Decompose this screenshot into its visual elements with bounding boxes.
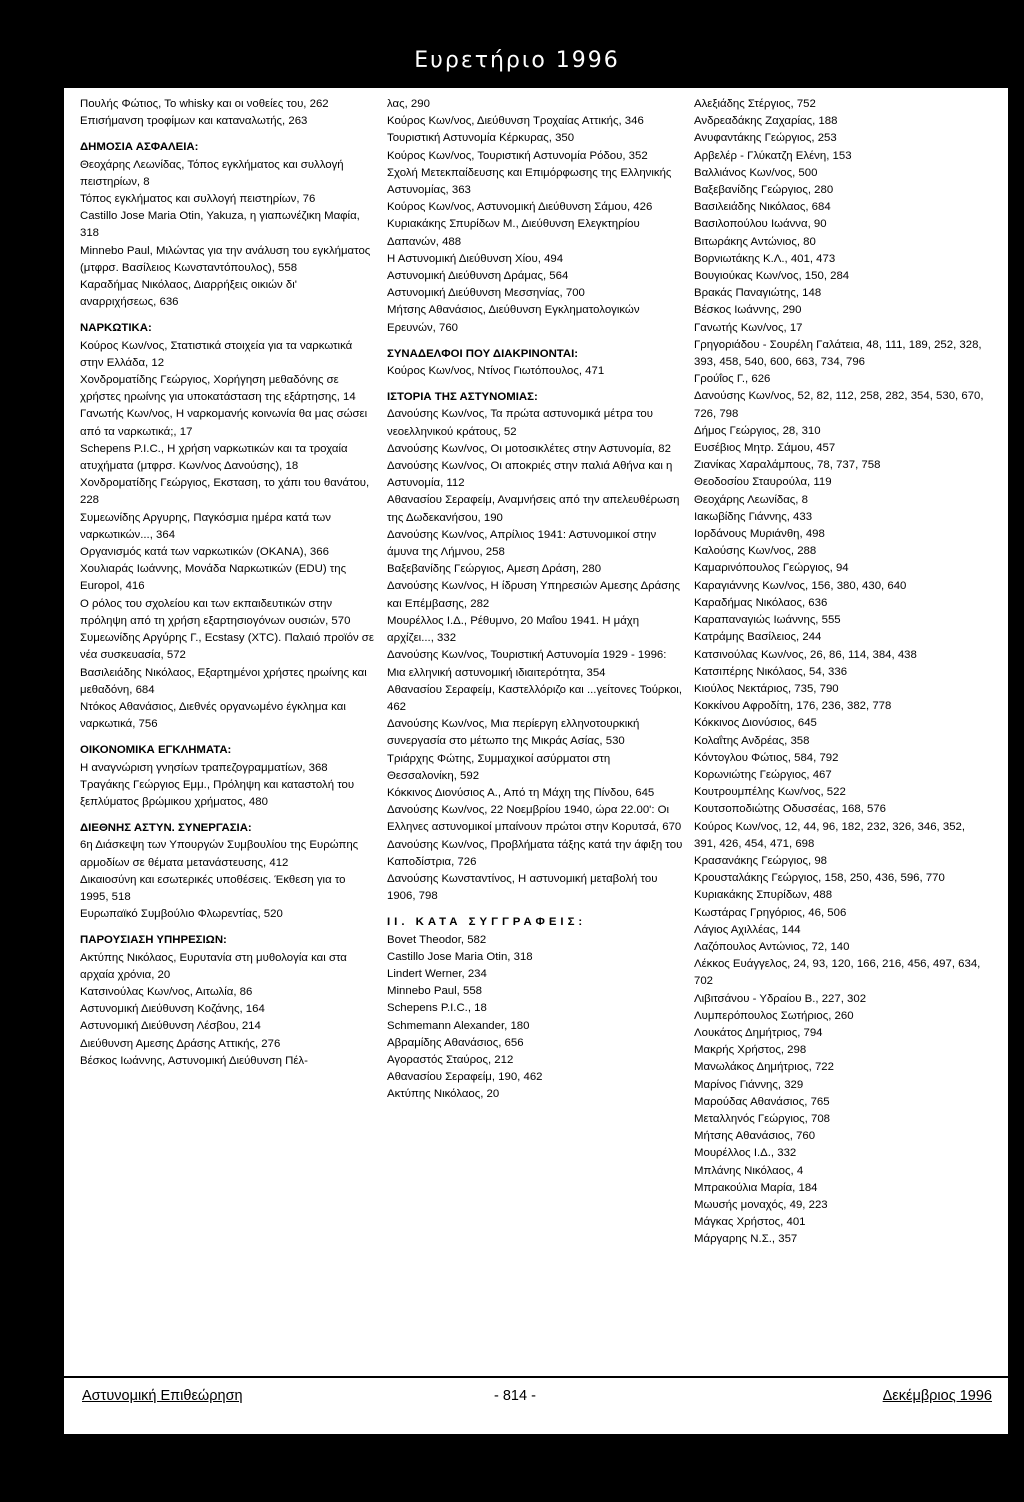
index-entry: Αλεξιάδης Στέργιος, 752 xyxy=(694,98,816,110)
index-entry: Μουρέλλος Ι.Δ., Ρέθυμνο, 20 Μαΐου 1941. Η μάχη αρχίζει..., 332 xyxy=(387,614,640,645)
index-entry: Δανούσης Κων/νος, 52, 82, 112, 258, 282, 354, 530, 670, 726, 798 xyxy=(694,390,984,420)
page-title: Ευρετήριο 1996 xyxy=(414,48,620,73)
index-entry: Θεοδοσίου Σταυρούλα, 119 xyxy=(694,476,832,489)
index-entry: Λέκκος Ευάγγελος, 24, 93, 120, 166, 216, 456, 497, 634, 702 xyxy=(694,958,981,988)
index-entry: Καραδήμας Νικόλαος, 636 xyxy=(694,596,828,609)
index-entry: Κόκκινος Διονύσιος Α., Από τη Μάχη της Πίνδου, 645 xyxy=(387,786,655,799)
index-entry: Γρούΐος Γ., 626 xyxy=(694,373,771,386)
index-entry: Διεύθυνση Αμεσης Δράσης Αττικής, 276 xyxy=(80,1037,281,1050)
index-entry: Βέσκος Ιωάννης, 290 xyxy=(694,304,802,317)
index-entry: Κατσινούλας Κων/νος, 26, 86, 114, 384, 438 xyxy=(694,648,917,661)
index-entry: Θεοχάρης Λεωνίδας, 8 xyxy=(694,493,808,506)
index-entry: Δανούσης Κων/νος, Η ίδρυση Υπηρεσιών Αμεσης Δράσης και Επέμβασης, 282 xyxy=(387,580,681,610)
index-entry: Ακτύπης Νικόλαος, 20 xyxy=(387,1088,500,1101)
index-entry: Κωστάρας Γρηγόριος, 46, 506 xyxy=(694,906,847,919)
index-entry: Κορωνιώτης Γεώργιος, 467 xyxy=(694,768,832,781)
index-entry: Ο ρόλος του σχολείου και των εκπαιδευτικών στην πρόληψη από τη χρήση εξαρτησιογόνων ουσιών, 570 xyxy=(80,597,351,627)
index-entry: Τραγάκης Γεώργιος Εμμ., Πρόληψη και καταστολή του ξεπλύματος βρώμικου χρήματος, 480 xyxy=(80,778,355,808)
index-entry: Κολαΐτης Ανδρέας, 358 xyxy=(694,734,810,747)
index-entry: Καραπαναγιώς Ιωάννης, 555 xyxy=(694,614,841,627)
index-entry: Ζιανίκας Χαραλάμπους, 78, 737, 758 xyxy=(694,459,881,472)
section-heading: ΙΣΤΟΡΙΑ ΤΗΣ ΑΣΤΥΝΟΜΙΑΣ: xyxy=(387,391,538,404)
index-entry: Δήμος Γεώργιος, 28, 310 xyxy=(694,424,821,437)
index-entry: 6η Διάσκεψη των Υπουργών Συμβουλίου της Ευρώπης αρμοδίων σε θέματα μετανάστευσης, 412 xyxy=(80,839,359,869)
index-entry: Βαξεβανίδης Γεώργιος, 280 xyxy=(694,184,834,197)
index-entry: Κυριακάκης Σπυρίδων, 488 xyxy=(694,889,833,902)
index-entry: Bovet Theodor, 582 xyxy=(387,933,487,946)
index-entry: Μήτσης Αθανάσιος, Διεύθυνση Εγκληματολογικών Ερευνών, 760 xyxy=(387,304,640,334)
section-heading: ΔΗΜΟΣΙΑ ΑΣΦΑΛΕΙΑ: xyxy=(80,141,199,154)
index-entry: Κούρος Κων/νος, 12, 44, 96, 182, 232, 326, 346, 352, 391, 426, 454, 471, 698 xyxy=(694,820,966,850)
footer-rule xyxy=(64,1376,1008,1378)
index-entry: Κοκκίνου Αφροδίτη, 176, 236, 382, 778 xyxy=(694,700,892,713)
section-heading: ΔΙΕΘΝΗΣ ΑΣΤΥΝ. ΣΥΝΕΡΓΑΣΙΑ: xyxy=(80,822,252,835)
index-entry: Αθανασίου Σεραφείμ, Καστελλόριζο και ...γείτονες Τούρκοι, 462 xyxy=(387,683,682,713)
index-entry: Αθανασίου Σεραφείμ, Αναμνήσεις από την απελευθέρωση της Δωδεκανήσου, 190 xyxy=(387,494,680,524)
index-entry: Μπλάνης Νικόλαος, 4 xyxy=(694,1164,804,1177)
index-entry: Βέσκος Ιωάννης, Αστυνομική Διεύθυνση Πέλ- xyxy=(80,1054,308,1067)
index-entry: Μανωλάκος Δημήτριος, 722 xyxy=(694,1061,834,1074)
index-entry: Castillo Jose Maria Otin, 318 xyxy=(387,950,533,963)
index-entry: Καραγιάννης Κων/νος, 156, 380, 430, 640 xyxy=(694,579,907,592)
section-heading: ΠΑΡΟΥΣΙΑΣΗ ΥΠΗΡΕΣΙΩΝ: xyxy=(80,934,227,947)
index-entry: Μαρούδας Αθανάσιος, 765 xyxy=(694,1095,830,1108)
index-entry: Βαξεβανίδης Γεώργιος, Αμεση Δράση, 280 xyxy=(387,563,602,576)
index-entry: Κούρος Κων/νος, Ντίνος Γιωτόπουλος, 471 xyxy=(387,365,605,378)
index-entry: Κουτσοποδιώτης Οδυσσέας, 168, 576 xyxy=(694,803,886,816)
index-entry: Δανούσης Κων/νος, Απρίλιος 1941: Αστυνομικοί στην άμυνα της Λήμνου, 258 xyxy=(387,528,657,559)
index-entry: Γανωτής Κων/νος, 17 xyxy=(694,321,803,334)
index-entry: Συμεωνίδης Αργύρης Γ., Ecstasy (XTC). Παλαιό προϊόν σε νέα συσκευασία, 572 xyxy=(80,632,374,662)
index-entry: Κατσινούλας Κων/νος, Αιτωλία, 86 xyxy=(80,985,253,998)
index-entry: Τουριστική Αστυνομία Κέρκυρας, 350 xyxy=(387,132,575,145)
index-entry: Ακτύπης Νικόλαος, Ευρυτανία στη μυθολογία και στα αρχαία χρόνια, 20 xyxy=(80,951,347,981)
index-entry: Δανούσης Κων/νος, Οι αποκριές στην παλιά Αθήνα και η Αστυνομία, 112 xyxy=(387,460,673,490)
index-entry: Αστυνομική Διεύθυνση Κοζάνης, 164 xyxy=(80,1003,265,1016)
index-entry: Δανούσης Κων/νος, Τουριστική Αστυνομία 1929 - 1996: Μια ελληνική αστυνομική ιδιαιτερότητα, 354 xyxy=(387,649,667,679)
index-entry: Minnebo Paul, Μιλώντας για την ανάλυση του εγκλήματος (μτφρσ. Βασίλειος Κωνσταντόπουλος), 558 xyxy=(80,244,371,274)
index-entry: Λυμπερόπουλος Σωτήριος, 260 xyxy=(694,1009,854,1022)
index-column-3 xyxy=(694,96,990,1249)
index-entry: Βασιλειάδης Νικόλαος, 684 xyxy=(694,201,831,214)
index-entry: Κρασανάκης Γεώργιος, 98 xyxy=(694,854,828,867)
index-entry: Κούρος Κων/νος, Τουριστική Αστυνομία Ρόδου, 352 xyxy=(387,149,648,162)
index-entry: Αστυνομική Διεύθυνση Μεσσηνίας, 700 xyxy=(387,287,585,300)
index-entry: Βρακάς Παναγιώτης, 148 xyxy=(694,287,822,300)
index-entry: Κούρος Κων/νος, Διεύθυνση Τροχαίας Αττικής, 346 xyxy=(387,115,644,128)
index-entry: Μαρίνος Γιάννης, 329 xyxy=(694,1078,804,1091)
index-entry: Schepens P.I.C., 18 xyxy=(387,1002,487,1015)
index-entry: Βαλλιάνος Κων/νος, 500 xyxy=(694,166,818,179)
index-entry: Μάργαρης Ν.Σ., 357 xyxy=(694,1233,798,1246)
index-entry: Ανδρεαδάκης Ζαχαρίας, 188 xyxy=(694,115,838,128)
index-entry: Μήτσης Αθανάσιος, 760 xyxy=(694,1130,816,1143)
index-entry: Βιτωράκης Αντώνιος, 80 xyxy=(694,235,816,248)
index-entry: Αβραμίδης Αθανάσιος, 656 xyxy=(387,1036,524,1049)
index-page xyxy=(64,88,1008,1434)
index-entry: Ευρωπαϊκό Συμβούλιο Φλωρεντίας, 520 xyxy=(80,908,283,921)
section-heading: ΙΙ. ΚΑΤΑ ΣΥΓΓΡΑΦΕΙΣ: xyxy=(387,916,587,929)
footer-date: Δεκέμβριος 1996 xyxy=(882,1388,992,1404)
footer-publication: Αστυνομική Επιθεώρηση xyxy=(82,1388,243,1404)
index-entry: Βασιλειάδης Νικόλαος, Εξαρτημένοι χρήστες ηρωίνης και μεθαδόνη, 684 xyxy=(80,666,367,696)
index-entry: Μεταλληνός Γεώργιος, 708 xyxy=(694,1112,831,1125)
index-entry: Αθανασίου Σεραφείμ, 190, 462 xyxy=(387,1071,543,1084)
index-entry: Βορνιωτάκης Κ.Λ., 401, 473 xyxy=(694,252,836,265)
index-entry: Βασιλοπούλου Ιωάννα, 90 xyxy=(694,218,827,231)
index-entry: Τόπος εγκλήματος και συλλογή πειστηρίων, 76 xyxy=(80,193,316,206)
index-entry: Ανυφαντάκης Γεώργιος, 253 xyxy=(694,132,837,145)
section-heading: ΣΥΝΑΔΕΛΦΟΙ ΠΟΥ ΔΙΑΚΡΙΝΟΝΤΑΙ: xyxy=(387,347,579,360)
index-entry: Λάγιος Αχιλλέας, 144 xyxy=(694,923,801,936)
index-entry: Schmemann Alexander, 180 xyxy=(387,1019,530,1032)
index-entry: Λουκάτος Δημήτριος, 794 xyxy=(694,1026,823,1039)
index-entry: Lindert Werner, 234 xyxy=(387,967,487,980)
index-entry: Μουρέλλος Ι.Δ., 332 xyxy=(694,1147,797,1160)
index-entry: Πουλής Φώτιος, Το whisky και οι νοθείες του, 262 xyxy=(80,98,329,110)
index-column-1 xyxy=(80,96,376,1070)
index-entry: Minnebo Paul, 558 xyxy=(387,985,482,998)
index-entry: Κόκκινος Διονύσιος, 645 xyxy=(694,717,817,730)
index-entry: Αστυνομική Διεύθυνση Λέσβου, 214 xyxy=(80,1020,261,1033)
index-entry: Καμαρινόπουλος Γεώργιος, 94 xyxy=(694,562,849,575)
index-entry: Κατσιπέρης Νικόλαος, 54, 336 xyxy=(694,665,848,678)
footer-page-number: - 814 - xyxy=(494,1388,536,1404)
index-entry: Δικαιοσύνη και εσωτερικές υποθέσεις. Έκθεση για το 1995, 518 xyxy=(80,873,346,903)
index-entry: Χουλιαράς Ιωάννης, Μονάδα Ναρκωτικών (EDU) της Europol, 416 xyxy=(80,563,347,593)
index-entry: Οργανισμός κατά των ναρκωτικών (ΟΚΑΝΑ), 366 xyxy=(80,546,329,559)
index-entry: Γρηγοριάδου - Σουρέλη Γαλάτεια, 48, 111, 189, 252, 328, 393, 458, 540, 600, 663, 734, 796 xyxy=(694,338,982,369)
index-entry: λας, 290 xyxy=(387,98,430,110)
index-entry: Δανούσης Κων/νος, Προβλήματα τάξης κατά την άφιξη του Καποδίστρια, 726 xyxy=(387,838,683,868)
index-entry: Μάγκας Χρήστος, 401 xyxy=(694,1216,806,1229)
index-entry: Αρβελέρ - Γλύκατζη Ελένη, 153 xyxy=(694,149,852,162)
index-entry: Χονδροματίδης Γεώργιος, Χορήγηση μεθαδόνης σε χρήστες ηρωίνης για υποκατάσταση της εξάρτησης, 14 xyxy=(80,374,356,404)
index-entry: Κυριακάκης Σπυρίδων Μ., Διεύθυνση Ελεγκτηρίου Δαπανών, 488 xyxy=(387,218,640,248)
index-entry: Ιορδάνους Μυριάνθη, 498 xyxy=(694,528,825,541)
index-entry: Η Αστυνομική Διεύθυνση Χίου, 494 xyxy=(387,252,564,265)
index-entry: Κρουσταλάκης Γεώργιος, 158, 250, 436, 596, 770 xyxy=(694,872,945,885)
index-entry: Ιακωβίδης Γιάννης, 433 xyxy=(694,510,813,523)
index-entry: Βουγιούκας Κων/νος, 150, 284 xyxy=(694,270,850,283)
index-entry: Καραδήμας Νικόλαος, Διαρρήξεις οικιών δι' αναρριχήσεως, 636 xyxy=(80,279,297,309)
index-entry: Μακρής Χρήστος, 298 xyxy=(694,1044,807,1057)
index-entry: Αγοραστός Σταύρος, 212 xyxy=(387,1053,514,1066)
section-heading: ΝΑΡΚΩΤΙΚΑ: xyxy=(80,322,152,335)
index-entry: Δανούσης Κων/νος, Τα πρώτα αστυνομικά μέτρα του νεοελληνικού κράτους, 52 xyxy=(387,408,653,438)
index-entry: Μπρακούλια Μαρία, 184 xyxy=(694,1181,818,1194)
index-entry: Κούρος Κων/νος, Αστυνομική Διεύθυνση Σάμου, 426 xyxy=(387,201,653,214)
index-entry: Αστυνομική Διεύθυνση Δράμας, 564 xyxy=(387,270,569,283)
index-entry: Schepens P.I.C., Η χρήση ναρκωτικών και τα τροχαία ατυχήματα (μτφρσ. Κων/νος Δανούσης), 18 xyxy=(80,442,348,473)
index-entry: Γανωτής Κων/νος, Η ναρκομανής κοινωνία θα μας σώσει από τα ναρκωτικά;, 17 xyxy=(80,408,368,438)
index-entry: Κόντογλου Φώτιος, 584, 792 xyxy=(694,751,839,764)
index-entry: Κουτρουμπέλης Κων/νος, 522 xyxy=(694,786,846,799)
index-entry: Δανούσης Κωνσταντίνος, Η αστυνομική μεταβολή του 1906, 798 xyxy=(387,872,658,903)
index-entry: Δανούσης Κων/νος, Μια περίεργη ελληνοτουρκική συνεργασία στο μέτωπο της Μικράς Ασίας, 530 xyxy=(387,718,640,748)
index-entry: Κατράμης Βασίλειος, 244 xyxy=(694,631,822,644)
index-entry: Λαζόπουλος Αντώνιος, 72, 140 xyxy=(694,940,850,953)
index-entry: Επισήμανση τροφίμων και καταναλωτής, 263 xyxy=(80,115,308,128)
index-entry: Ευσέβιος Μητρ. Σάμου, 457 xyxy=(694,442,836,455)
section-heading: ΟΙΚΟΝΟΜΙΚΑ ΕΓΚΛΗΜΑΤΑ: xyxy=(80,744,232,757)
index-entry: Μωυσής μοναχός, 49, 223 xyxy=(694,1199,828,1211)
index-entry: Κιούλος Νεκτάριος, 735, 790 xyxy=(694,682,839,695)
page-footer xyxy=(64,1388,1008,1418)
index-entry: Castillo Jose Maria Otin, Yakuza, η γιαπωνέζικη Μαφία, 318 xyxy=(80,210,360,240)
index-entry: Δανούσης Κων/νος, Οι μοτοσικλέτες στην Αστυνομία, 82 xyxy=(387,442,671,455)
index-entry: Δανούσης Κων/νος, 22 Νοεμβρίου 1940, ώρα 22.00': Οι Ελληνες αστυνομικοί μπαίνουν πρώτοι στην Κορυτσά, 670 xyxy=(387,804,682,834)
index-entry: Κούρος Κων/νος, Στατιστικά στοιχεία για τα ναρκωτικά στην Ελλάδα, 12 xyxy=(80,339,353,369)
index-entry: Θεοχάρης Λεωνίδας, Τόπος εγκλήματος και συλλογή πειστηρίων, 8 xyxy=(80,158,344,188)
index-entry: Σχολή Μετεκπαίδευσης και Επιμόρφωσης της Ελληνικής Αστυνομίας, 363 xyxy=(387,166,672,197)
index-entry: Λιβιτσάνου - Υδραίου Β., 227, 302 xyxy=(694,992,867,1005)
index-entry: Χονδροματίδης Γεώργιος, Εκσταση, το χάπι του θανάτου, 228 xyxy=(80,477,370,507)
index-entry: Συμεωνίδης Αργυρης, Παγκόσμια ημέρα κατά των ναρκωτικών..., 364 xyxy=(80,511,331,541)
index-entry: Καλούσης Κων/νος, 288 xyxy=(694,545,817,558)
index-entry: Τριάρχης Φώτης, Συμμαχικοί ασύρματοι στη Θεσσαλονίκη, 592 xyxy=(387,752,611,782)
index-entry: Η αναγνώριση γνησίων τραπεζογραμματίων, 368 xyxy=(80,761,328,774)
index-column-2 xyxy=(387,96,683,1104)
index-entry: Ντόκος Αθανάσιος, Διεθνές οργανωμένο έγκλημα και ναρκωτικά, 756 xyxy=(80,700,346,731)
